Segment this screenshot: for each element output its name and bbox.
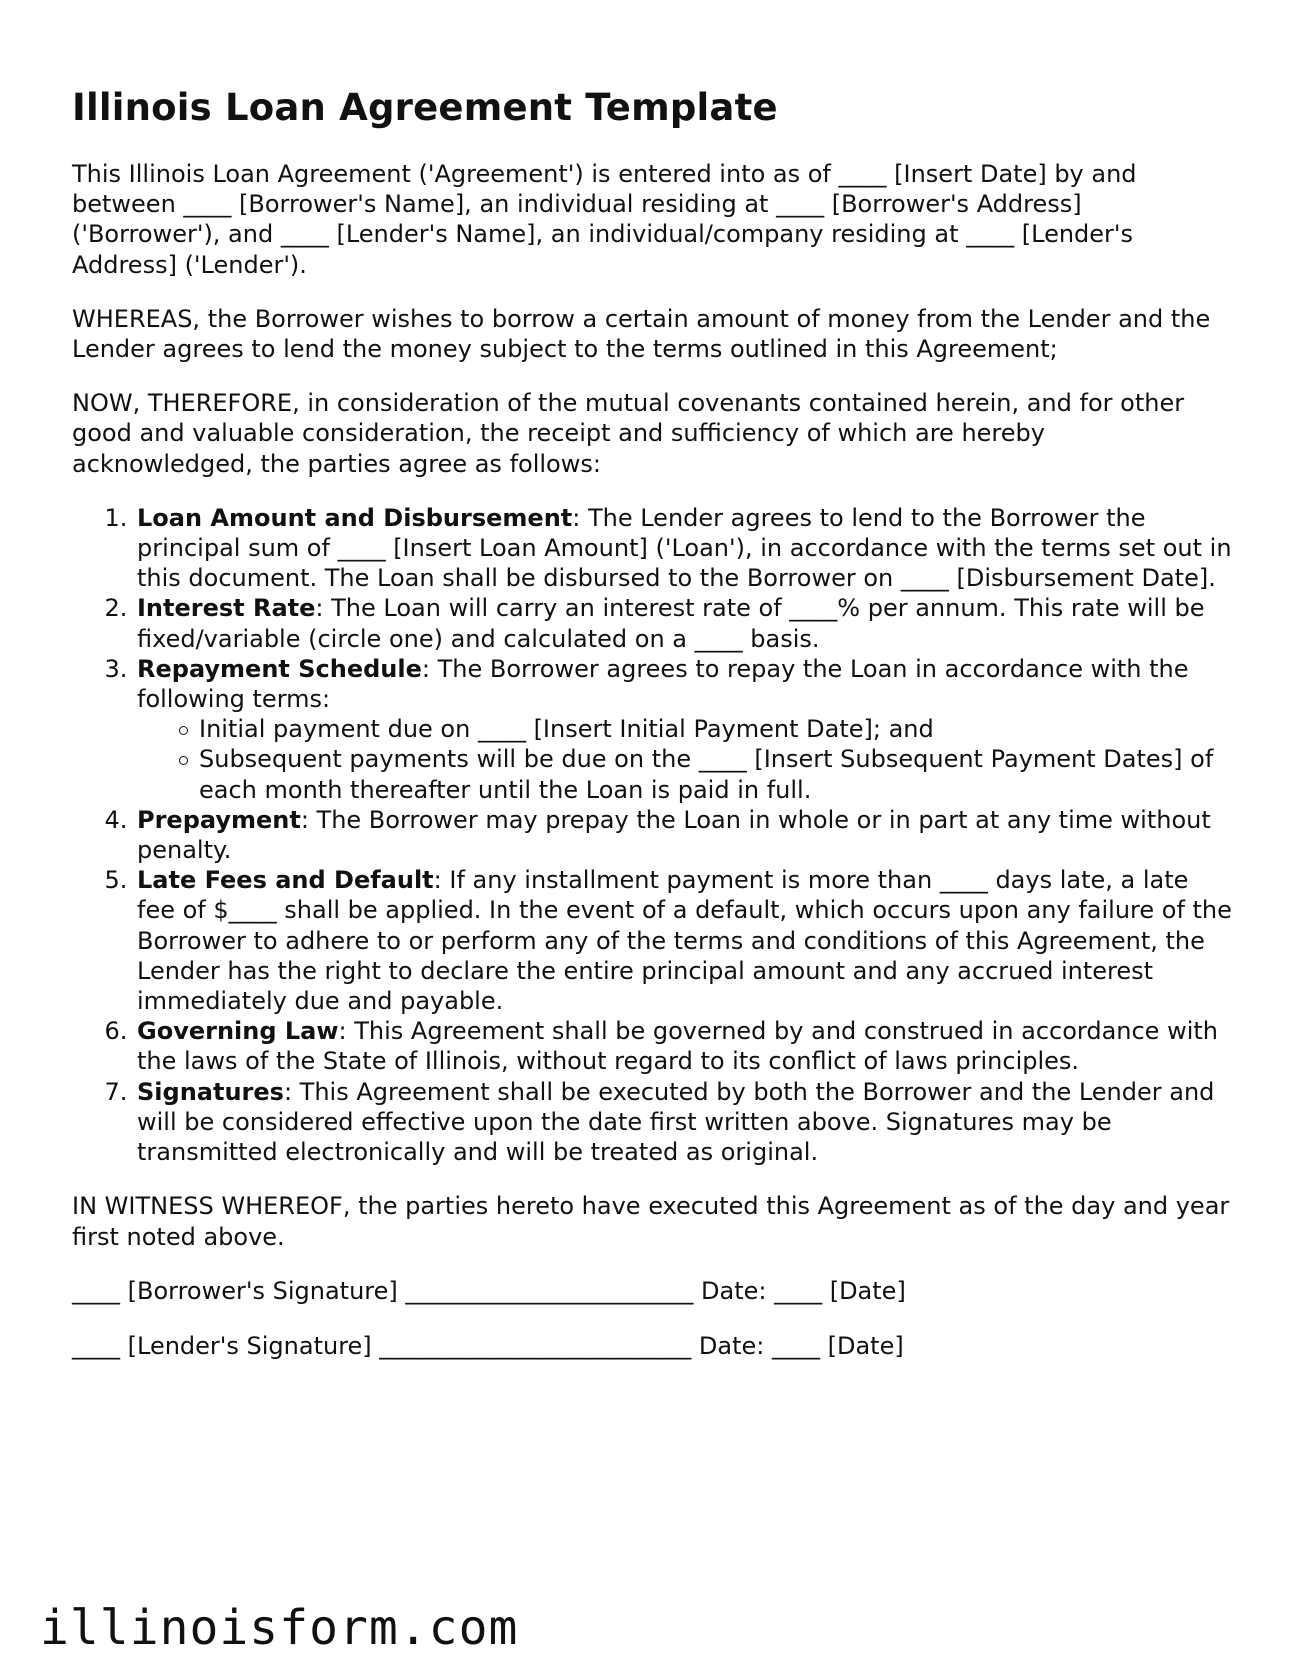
document-title: Illinois Loan Agreement Template [72,86,778,129]
document-page [72,86,1232,1386]
site-watermark: illinoisform.com [40,1600,519,1656]
repayment-subitems [137,714,1232,805]
whereas-paragraph: WHEREAS, the Borrower wishes to borrow a certain amount of money from the Lender and the Lender agrees to lend the money subject to the terms outlined in this Agreement; [72,304,1211,364]
borrower-signature-line: ____ [Borrower's Signature] ________________________ Date: ____ [Date] [72,1276,906,1305]
now-therefore-paragraph: NOW, THEREFORE, in consideration of the mutual covenants contained herein, and for other good and valuable consideration, the receipt and sufficiency of which are hereby acknowledged, the parties agree as follows: [72,389,1185,478]
term-item-loan-amount [135,503,1232,594]
term-title: Late Fees and Default [137,866,434,895]
term-title: Signatures [137,1077,284,1106]
term-item-repayment-schedule [135,654,1232,805]
term-item-prepayment [135,805,1232,865]
term-item-late-fees [135,865,1232,1016]
terms-list [72,503,1232,1167]
term-text: : If any installment payment is more than ____ days late, a late fee of $____ shall be applied. In the event of a default, which occurs upon any failure of the Borrower to adhere to or perform any of the terms and conditions of this Agreement, the Lender has the right to declare the entire principal amount and any accrued interest immediately due and payable. [137,866,1232,1016]
term-title: Repayment Schedule [137,654,422,683]
witness-paragraph: IN WITNESS WHEREOF, the parties hereto have executed this Agreement as of the day and year first noted above. [72,1192,1230,1251]
term-item-interest-rate [135,593,1232,653]
subitem-initial-payment: Initial payment due on ____ [Insert Initial Payment Date]; and [199,714,1232,744]
term-title: Prepayment [137,805,301,834]
term-item-governing-law [135,1016,1232,1076]
term-text: : This Agreement shall be governed by and construed in accordance with the laws of the State of Illinois, without regard to its conflict of laws principles. [137,1017,1218,1076]
subitem-subsequent-payments: Subsequent payments will be due on the ____ [Insert Subsequent Payment Dates] of each month thereafter until the Loan is paid in full. [199,744,1232,804]
term-title: Governing Law [137,1017,339,1046]
term-text: : The Borrower agrees to repay the Loan in accordance with the following terms: [137,654,1189,714]
term-text: : The Loan will carry an interest rate of ____% per annum. This rate will be fixed/variable (circle one) and calculated on a ____ basis. [137,594,1205,653]
term-title: Interest Rate [137,594,316,623]
term-text: : The Lender agrees to lend to the Borrower the principal sum of ____ [Insert Loan Amount] ('Loan'), in accordance with the terms set out in this document. The Loan shall be disbursed to the Borrower on ____ [Disbursement Date]. [137,503,1232,593]
term-text: : The Borrower may prepay the Loan in whole or in part at any time without penalty. [137,805,1211,865]
term-text: : This Agreement shall be executed by both the Borrower and the Lender and will be considered effective upon the date first written above. Signatures may be transmitted electronically and will be treated as original. [137,1077,1215,1167]
intro-paragraph: This Illinois Loan Agreement ('Agreement') is entered into as of ____ [Insert Date] by and between ____ [Borrower's Name], an individual residing at ____ [Borrower's Address] ('Borrower'), and ____ [Lender's Name], an individual/company residing at ____ [Lender's Address] ('Lender'). [72,160,1137,279]
term-title: Loan Amount and Disbursement [137,503,573,532]
term-item-signatures [135,1077,1232,1168]
lender-signature-line: ____ [Lender's Signature] __________________________ Date: ____ [Date] [72,1331,904,1360]
